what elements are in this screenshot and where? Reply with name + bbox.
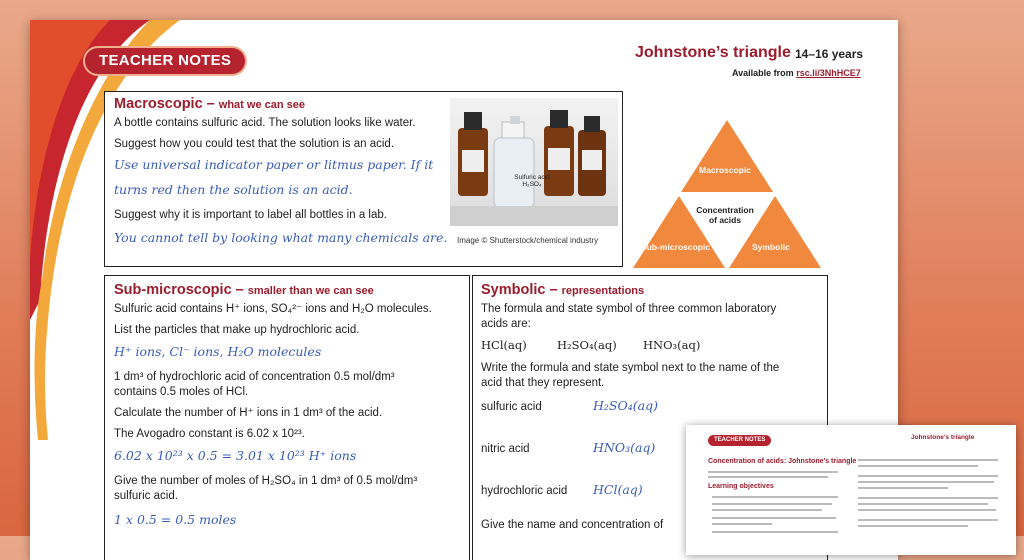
sub-microscopic-title: Sub-microscopic –: [114, 282, 244, 298]
sym-line2b: acid that they represent.: [481, 377, 605, 389]
macroscopic-subtitle: what we can see: [218, 99, 305, 111]
preview-badge: TEACHER NOTES: [708, 435, 771, 446]
acid-answer-sulfuric: H₂SO₄(aq): [593, 398, 658, 413]
macro-answer-1b: turns red then the solution is an acid.: [114, 182, 353, 197]
sub-question-2: Calculate the number of H⁺ ions in 1 dm³ of the acid.: [114, 407, 383, 419]
sym-line1a: The formula and state symbol of three common laboratory: [481, 303, 777, 315]
sym-line2a: Write the formula and state symbol next to the name of the: [481, 362, 780, 374]
sub-question-3a: Give the number of moles of H₂SO₄ in 1 dm³ of 0.5 mol/dm³: [114, 475, 418, 487]
symbolic-subtitle: representations: [561, 285, 645, 297]
sulfuric-acid-photo: [450, 98, 618, 226]
sub-answer-2: 6.02 x 10²³ x 0.5 = 3.01 x 10²³ H⁺ ions: [114, 448, 357, 463]
lab-bottles-illustration: [450, 98, 618, 226]
sub-line2b: contains 0.5 moles of HCl.: [114, 386, 249, 398]
macro-answer-2: You cannot tell by looking what many chemicals are.: [114, 230, 448, 245]
macroscopic-title: Macroscopic –: [114, 96, 215, 112]
sub-avogadro: The Avogadro constant is 6.02 x 10²³.: [114, 428, 305, 440]
sub-microscopic-heading: [114, 282, 374, 298]
acid-name-sulfuric: sulfuric acid: [481, 401, 542, 413]
availability: [732, 68, 861, 78]
macro-answer-1a: Use universal indicator paper or litmus paper. If it: [114, 157, 434, 172]
availability-link[interactable]: rsc.li/3NhHCE7: [796, 68, 861, 78]
triangle-sub-microscopic: Sub-microscopic: [641, 242, 710, 252]
sub-microscopic-subtitle: smaller than we can see: [247, 285, 374, 297]
age-range: 14–16 years: [795, 47, 864, 61]
acid-answer-hydrochloric: HCl(aq): [593, 482, 643, 497]
triangle-center-line2: of acids: [708, 215, 742, 225]
macroscopic-box: [104, 91, 623, 267]
preview-title: Johnstone’s triangle: [911, 434, 975, 441]
image-credit: Image © Shutterstock/chemical industry: [457, 236, 599, 245]
acid-answer-nitric: HNO₃(aq): [593, 440, 656, 455]
symbolic-title: Symbolic –: [481, 282, 558, 298]
sub-microscopic-box: [104, 275, 470, 560]
macroscopic-heading: [114, 96, 305, 112]
preview-heading: Concentration of acids: Johnstone’s triangle: [708, 458, 857, 465]
sub-answer-3: 1 x 0.5 = 0.5 moles: [114, 512, 237, 527]
sub-question-1: List the particles that make up hydrochloric acid.: [114, 324, 360, 336]
symbolic-heading: [481, 282, 644, 298]
macro-question-2: Suggest why it is important to label all bottles in a lab.: [114, 209, 387, 221]
sub-answer-1: H⁺ ions, Cl⁻ ions, H₂O molecules: [114, 344, 322, 359]
macro-question-1: Suggest how you could test that the solution is an acid.: [114, 138, 395, 150]
formula-hcl: HCl(aq): [481, 338, 527, 352]
formula-hno3: HNO₃(aq): [643, 338, 701, 352]
sub-line1: Sulfuric acid contains H⁺ ions, SO₄²⁻ ions and H₂O molecules.: [114, 303, 432, 315]
triangle-center: [680, 205, 770, 225]
bottle-label-formula: H₂SO₄: [522, 181, 542, 188]
sub-line2a: 1 dm³ of hydrochloric acid of concentration 0.5 mol/dm³: [114, 371, 395, 383]
acid-name-hydrochloric: hydrochloric acid: [481, 485, 568, 497]
bottle-label-name: Sulfuric acid: [514, 174, 550, 181]
sym-line1b: acids are:: [481, 318, 531, 330]
acid-name-nitric: nitric acid: [481, 443, 530, 455]
sub-question-3b: sulfuric acid.: [114, 490, 178, 502]
triangle-symbolic: Symbolic: [752, 242, 790, 252]
triangle-center-line1: Concentration: [696, 205, 754, 215]
sym-last-question: Give the name and concentration of: [481, 519, 664, 531]
triangle-macroscopic: Macroscopic: [699, 165, 751, 175]
availability-prefix: Available from: [732, 68, 797, 78]
macro-line1: A bottle contains sulfuric acid. The solution looks like water.: [114, 117, 416, 129]
preview-objectives: Learning objectives: [708, 483, 774, 490]
formula-h2so4: H₂SO₄(aq): [557, 338, 617, 352]
teacher-notes-badge: TEACHER NOTES: [85, 48, 245, 74]
page-title: Johnstone’s triangle: [635, 44, 791, 61]
